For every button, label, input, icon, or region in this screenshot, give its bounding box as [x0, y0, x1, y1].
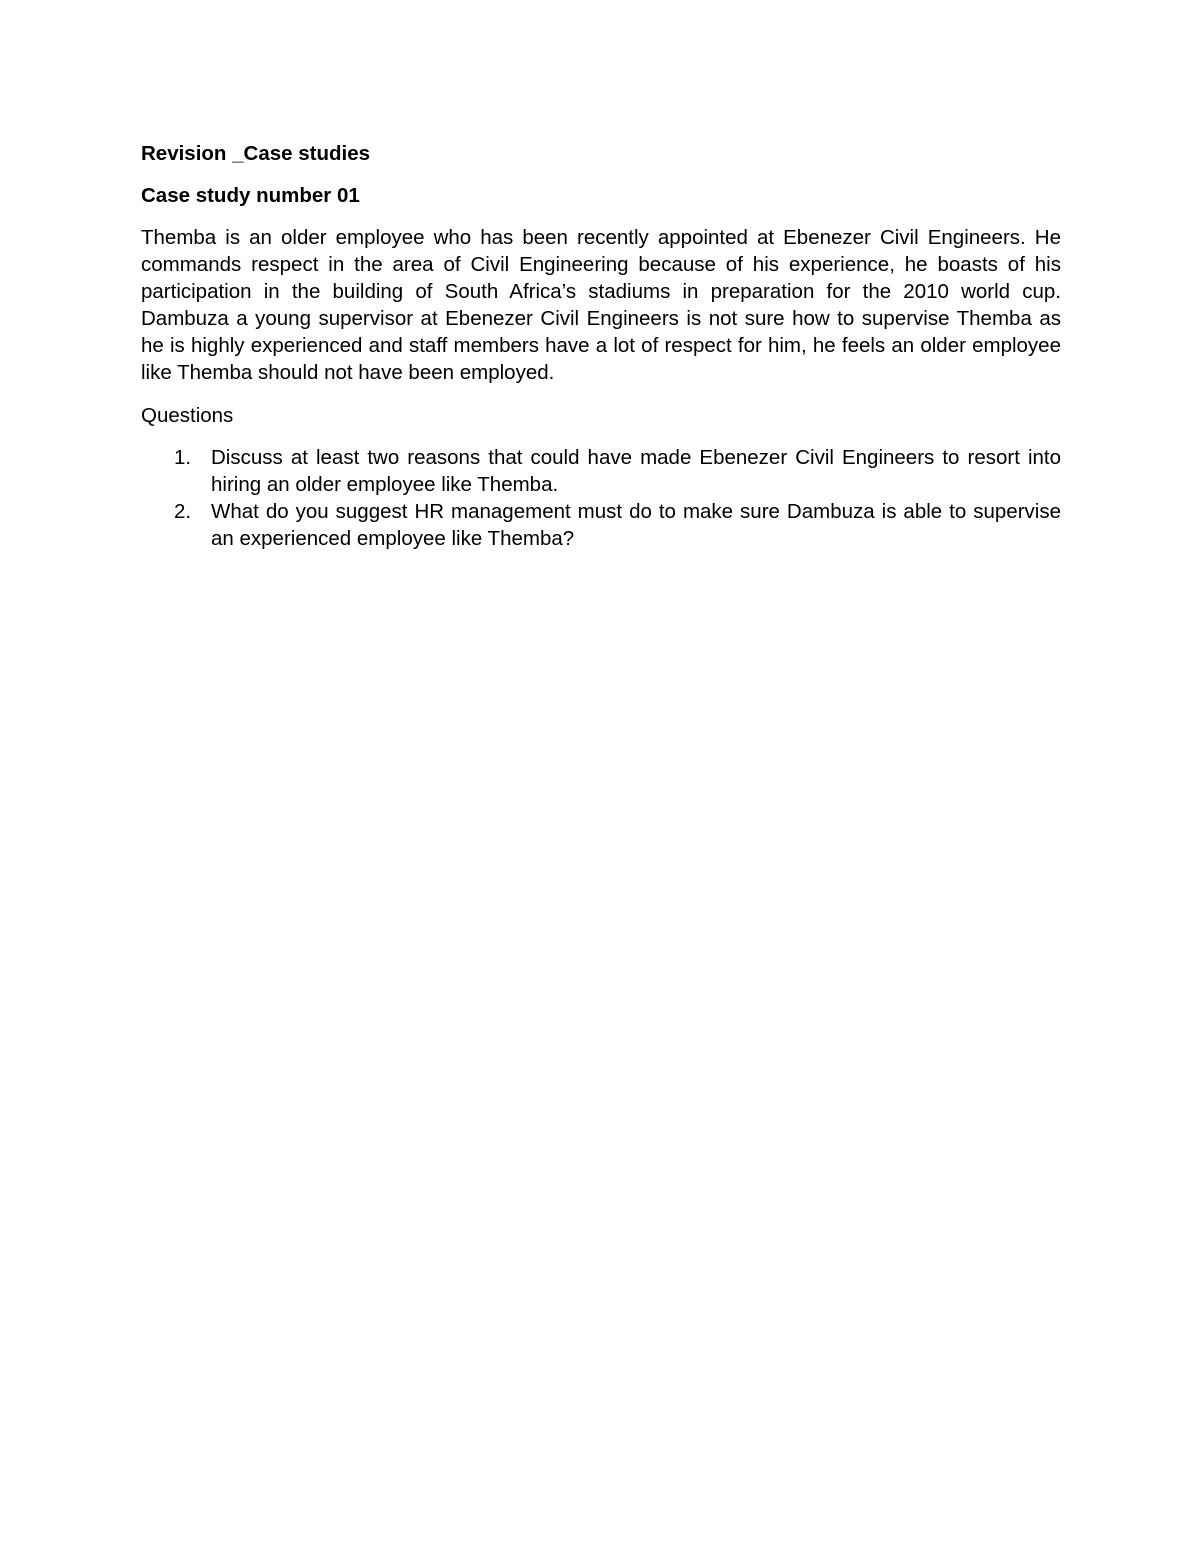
questions-label: Questions: [141, 404, 234, 427]
question-item: [141, 444, 1061, 498]
document-title: Revision _Case studies: [141, 142, 371, 165]
question-text: Discuss at least two reasons that could have made Ebenezer Civil Engineers to resort into hiring an older employee like Themba.: [211, 446, 1061, 496]
question-number: 2.: [174, 500, 192, 523]
question-text: What do you suggest HR management must do to make sure Dambuza is able to supervise an experienced employee like Themba?: [211, 500, 1061, 550]
case-study-paragraph: Themba is an older employee who has been recently appointed at Ebenezer Civil Engineers. He commands respect in the area of Civil Engineering because of his experience, he boasts of his participation in the building of South Africa’s stadiums in preparation for the 2010 world cup. Dambuza a young supervisor at Ebenezer Civil Engineers is not sure how to supervise Themba as he is highly experienced and staff members have a lot of respect for him, he feels an older employee like Themba should not have been employed.: [141, 226, 1061, 384]
questions-list: [141, 444, 1061, 552]
document-content: [141, 140, 1061, 552]
case-study-heading: Case study number 01: [141, 184, 360, 207]
question-number: 1.: [174, 446, 192, 469]
question-item: [141, 498, 1061, 552]
